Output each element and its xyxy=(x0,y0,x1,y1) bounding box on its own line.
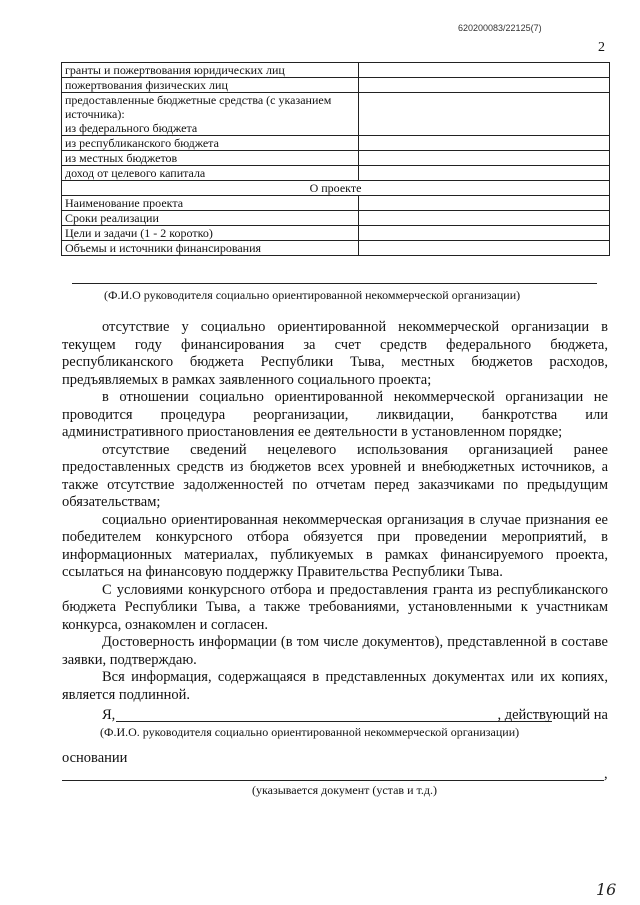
table-row xyxy=(62,78,610,93)
paragraph: в отношении социально ориентированной некоммерческой организации не проводится процедура реорганизации, ликвидации, банкротства или административного приостановления ее деятельности в установленном порядке; xyxy=(62,389,608,440)
handwritten-page-number: 16 xyxy=(596,880,617,899)
table-cell-label: предоставленные бюджетные средства (с указанием источника): из федерального бюджета xyxy=(62,93,359,136)
basis-caption: (указывается документ (устав и т.д.) xyxy=(252,783,437,797)
signature-caption: (Ф.И.О руководителя социально ориентированной некоммерческой организации) xyxy=(104,288,521,302)
table-cell-value xyxy=(359,226,610,241)
table-row xyxy=(62,63,610,78)
table-cell-value xyxy=(359,196,610,211)
table-cell-value xyxy=(359,136,610,151)
table-row xyxy=(62,151,610,166)
paragraph: социально ориентированная некоммерческая организация в случае признания ее победителем конкурсного отбора обязуется при проведении мероприятий, в информационных материалах, публикуемых в рамках финансируемого проекта, ссылаться на финансовую поддержку Правительства Республики Тыва. xyxy=(62,511,608,580)
document-code: 620200083/22125(7) xyxy=(458,23,542,33)
paragraph: Вся информация, содержащаяся в представленных документах или их копиях, является подлинной. xyxy=(62,669,608,703)
table-row xyxy=(62,241,610,256)
applicant-tail: , действующий на xyxy=(497,707,608,723)
table-cell-value xyxy=(359,166,610,181)
table-row xyxy=(62,211,610,226)
table-row xyxy=(62,196,610,211)
table-row xyxy=(62,226,610,241)
paragraph: Достоверность информации (в том числе документов), представленной в составе заявки, подтверждаю. xyxy=(62,634,608,668)
table-cell-label: доход от целевого капитала xyxy=(62,166,359,181)
table-row xyxy=(62,166,610,181)
table-section-row xyxy=(62,181,610,196)
table-cell-value xyxy=(359,63,610,78)
paragraph: отсутствие у социально ориентированной некоммерческой организации в текущем году финансирования за счет средств федерального бюджета, республиканского бюджета Республики Тыва, местных бюджетов расходов, предъявляемых в рамках заявленного социального проекта; xyxy=(62,319,608,388)
table-cell-label: Сроки реализации xyxy=(62,211,359,226)
table-cell-value xyxy=(359,93,610,136)
table-section-title: О проекте xyxy=(62,181,610,196)
table-cell-value xyxy=(359,211,610,226)
page-number: 2 xyxy=(598,40,605,55)
paragraph: С условиями конкурсного отбора и предоставления гранта из республиканского бюджета Республики Тыва, а также требованиями, установленными к участникам конкурса, ознакомлен и согласен. xyxy=(62,581,608,633)
table-cell-value xyxy=(359,241,610,256)
table-cell-label: Наименование проекта xyxy=(62,196,359,211)
basis-label: основании xyxy=(62,750,128,766)
table-cell-label: из республиканского бюджета xyxy=(62,136,359,151)
table-row xyxy=(62,93,610,136)
basis-line xyxy=(62,780,604,781)
table-cell-value xyxy=(359,151,610,166)
table-cell-label: пожертвования физических лиц xyxy=(62,78,359,93)
funding-table xyxy=(61,62,610,256)
applicant-label: Я, xyxy=(102,707,116,723)
applicant-name-row xyxy=(62,707,608,724)
paragraph: отсутствие сведений нецелевого использования организацией ранее предоставленных средств из бюджетов всех уровней и внебюджетных источников, а также отсутствие задолженностей по отчетам перед заказчиками по предыдущим обязательствам; xyxy=(62,441,608,510)
table-cell-label: гранты и пожертвования юридических лиц xyxy=(62,63,359,78)
table-cell-label: из местных бюджетов xyxy=(62,151,359,166)
table-cell-label: Объемы и источники финансирования xyxy=(62,241,359,256)
signature-line xyxy=(72,283,597,284)
declaration-text xyxy=(62,319,608,704)
applicant-caption: (Ф.И.О. руководителя социально ориентированной некоммерческой организации) xyxy=(100,725,520,739)
applicant-name-line xyxy=(116,721,552,722)
basis-comma: , xyxy=(604,766,608,782)
table-cell-value xyxy=(359,78,610,93)
table-row xyxy=(62,136,610,151)
table-cell-label: Цели и задачи (1 - 2 коротко) xyxy=(62,226,359,241)
